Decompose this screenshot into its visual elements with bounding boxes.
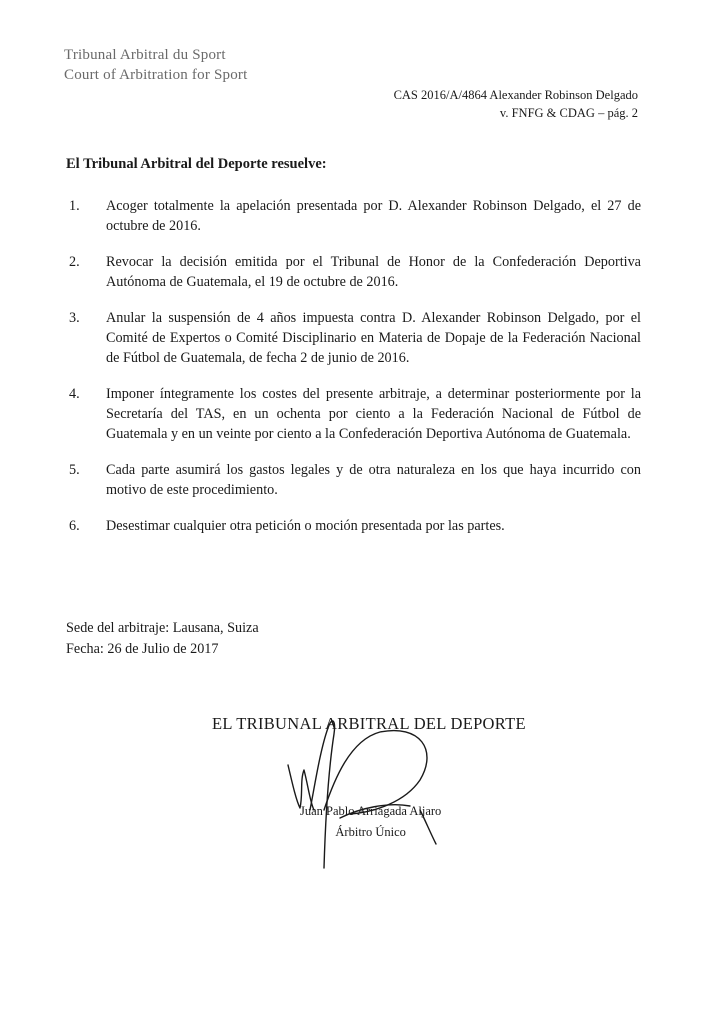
case-reference-line2: v. FNFG & CDAG – pág. 2 [499, 106, 638, 120]
case-reference [394, 86, 638, 122]
letterhead-french: Tribunal Arbitral du Sport [64, 47, 226, 63]
ruling-number: 5. [69, 462, 80, 478]
ruling-number: 1. [69, 198, 80, 214]
arbitrator-block [300, 801, 441, 843]
ruling-number: 4. [69, 386, 80, 402]
ruling-item [66, 308, 641, 368]
letterhead-english: Court of Arbitration for Sport [64, 67, 248, 83]
decision-date: Fecha: 26 de Julio de 2017 [66, 641, 219, 657]
ruling-text: Cada parte asumirá los gastos legales y de otra naturaleza en los que haya incurrido con motivo de este procedimiento. [106, 462, 641, 498]
arbitrator-role: Árbitro Único [335, 825, 406, 839]
ruling-item [66, 516, 641, 536]
ruling-item [66, 196, 641, 236]
handwritten-signature [270, 710, 450, 870]
operative-heading: El Tribunal Arbitral del Deporte resuelve: [66, 156, 327, 172]
letterhead [64, 45, 247, 85]
seat-and-date [66, 618, 259, 660]
tribunal-name: EL TRIBUNAL ARBITRAL DEL DEPORTE [212, 714, 526, 733]
ruling-item [66, 460, 641, 500]
ruling-text: Imponer íntegramente los costes del presente arbitraje, a determinar posteriormente por la Secretaría del TAS, en un ochenta por ciento a la Federación Nacional de Fútbol de Guatemala y en un veinte por ciento a la Confederación Deportiva Autónoma de Guatemala. [106, 386, 641, 442]
arbitrator-name: Juan Pablo Arriagada Aljaro [300, 804, 442, 818]
ruling-item [66, 252, 641, 292]
ruling-text: Revocar la decisión emitida por el Tribunal de Honor de la Confederación Deportiva Autónoma de Guatemala, el 19 de octubre de 2016. [106, 254, 641, 290]
ruling-item [66, 384, 641, 444]
ruling-text: Acoger totalmente la apelación presentada por D. Alexander Robinson Delgado, el 27 de octubre de 2016. [106, 198, 641, 234]
ruling-text: Anular la suspensión de 4 años impuesta contra D. Alexander Robinson Delgado, por el Comité de Expertos o Comité Disciplinario en Materia de Dopaje de la Federación Nacional de Fútbol de Guatemala, de fecha 2 de junio de 2016. [106, 310, 641, 366]
ruling-number: 6. [69, 518, 80, 534]
ruling-number: 2. [69, 254, 80, 270]
ruling-number: 3. [69, 310, 80, 326]
ruling-list [66, 196, 641, 552]
case-reference-line1: CAS 2016/A/4864 Alexander Robinson Delgado [393, 88, 638, 102]
arbitration-seat: Sede del arbitraje: Lausana, Suiza [66, 620, 259, 636]
ruling-text: Desestimar cualquier otra petición o moción presentada por las partes. [106, 518, 505, 534]
